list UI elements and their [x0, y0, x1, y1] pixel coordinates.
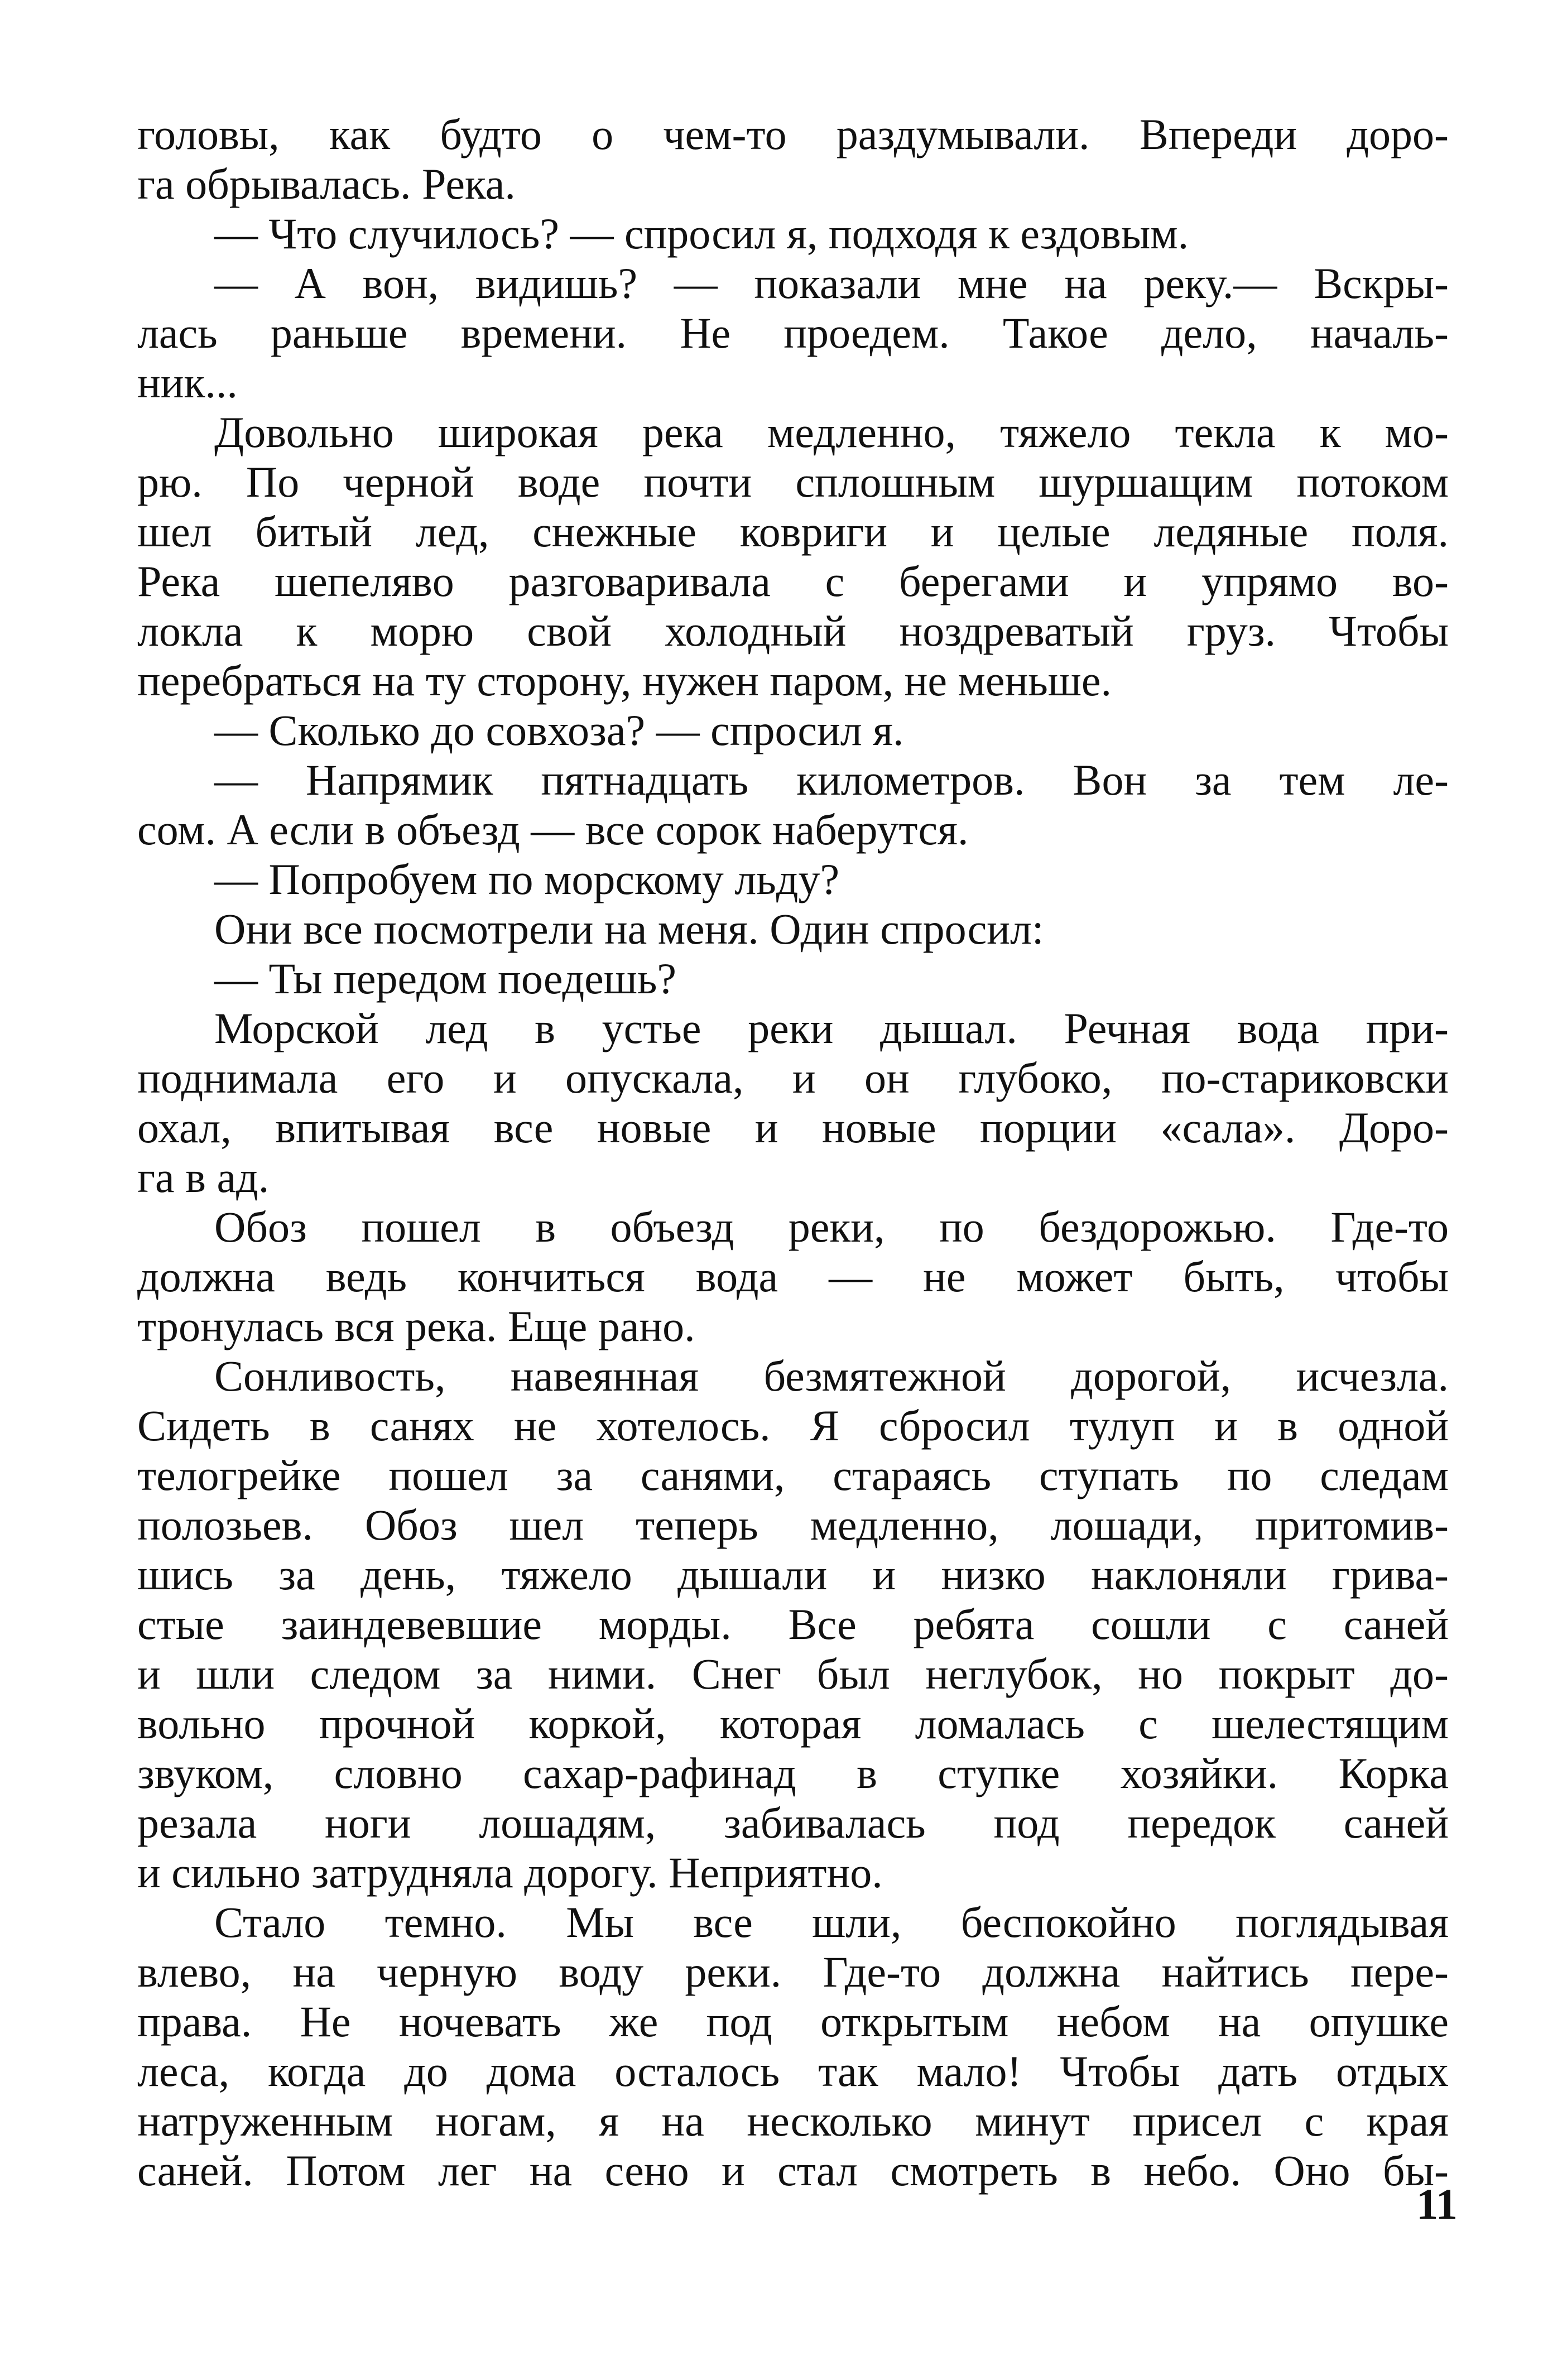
text-line: звуком, словно сахар-рафинад в ступке хозяйки. Корка	[137, 1749, 1449, 1797]
text-line: натруженным ногам, я на несколько минут присел с края	[137, 2097, 1449, 2145]
text-line: резала ноги лошадям, забивалась под передок саней	[137, 1799, 1449, 1847]
text-line: вольно прочной коркой, которая ломалась с шелестящим	[137, 1699, 1449, 1748]
text-line: права. Не ночевать же под открытым небом на опушке	[137, 1997, 1449, 2046]
text-line: рю. По черной воде почти сплошным шуршащим потоком	[137, 458, 1449, 506]
text-line: ник...	[137, 358, 238, 407]
text-line: локла к морю свой холодный ноздреватый груз. Чтобы	[137, 607, 1449, 655]
text-line: леса, когда до дома осталось так мало! Чтобы дать отдых	[137, 2047, 1449, 2095]
body-text	[137, 109, 1449, 2195]
text-line: — А вон, видишь? — показали мне на реку.— Вскры-	[214, 259, 1449, 307]
text-line: Они все посмотрели на меня. Один спросил:	[214, 905, 1044, 953]
text-line: Стало темно. Мы все шли, беспокойно поглядывая	[214, 1898, 1449, 1946]
text-line: влево, на черную воду реки. Где-то должна найтись пере-	[137, 1948, 1449, 1996]
text-line: Обоз пошел в объезд реки, по бездорожью. Где-то	[214, 1203, 1449, 1251]
page-number: 11	[1416, 2180, 1458, 2228]
text-line: га в ад.	[137, 1153, 270, 1201]
text-line: сом. А если в объезд — все сорок наберутся.	[137, 805, 969, 854]
text-line: телогрейке пошел за санями, стараясь ступать по следам	[137, 1451, 1449, 1499]
text-line: шись за день, тяжело дышали и низко наклоняли грива-	[137, 1550, 1449, 1599]
text-line: Река шепелявo разговаривала с берегами и упрямо во-	[137, 557, 1449, 605]
text-line: га обрывалась. Река.	[137, 160, 516, 208]
text-line: — Попробуем по морскому льду?	[214, 855, 840, 903]
text-line: Сидеть в санях не хотелось. Я сбросил тулуп и в одной	[137, 1401, 1449, 1450]
text-line: — Напрямик пятнадцать километров. Вон за тем ле-	[214, 756, 1449, 804]
text-line: — Сколько до совхоза? — спросил я.	[214, 706, 904, 754]
text-line: лась раньше времени. Не проедем. Такое дело, началь-	[137, 309, 1449, 357]
text-line: тронулась вся река. Еще рано.	[137, 1302, 695, 1350]
text-line: охал, впитывая все новые и новые порции «сала». Доро-	[137, 1103, 1449, 1152]
text-line: полозьев. Обоз шел теперь медленно, лошади, притомив-	[137, 1501, 1449, 1549]
text-line: — Что случилось? — спросил я, подходя к ездовым.	[214, 209, 1189, 258]
text-line: — Ты передом поедешь?	[214, 954, 677, 1003]
text-line: перебраться на ту сторону, нужен паром, не меньше.	[137, 656, 1112, 705]
text-line: и шли следом за ними. Снег был неглубок, но покрыт до-	[137, 1650, 1449, 1698]
text-line: саней. Потом лег на сено и стал смотреть в небо. Оно бы-	[137, 2146, 1449, 2195]
text-line: головы, как будто о чем-то раздумывали. Впереди доро-	[137, 110, 1449, 158]
text-line: Морской лед в устье реки дышал. Речная вода при-	[214, 1004, 1449, 1052]
text-line: поднимала его и опускала, и он глубоко, по-стариковски	[137, 1054, 1449, 1102]
text-line: стые заиндевевшие морды. Все ребята сошли с саней	[137, 1600, 1449, 1648]
text-line: должна ведь кончиться вода — не может быть, чтобы	[137, 1252, 1449, 1301]
text-line: Довольно широкая река медленно, тяжело текла к мо-	[214, 408, 1449, 456]
text-line: и сильно затрудняла дорогу. Неприятно.	[137, 1848, 883, 1897]
text-line: Сонливость, навеянная безмятежной дорогой, исчезла.	[214, 1352, 1449, 1400]
text-line: шел битый лед, снежные ковриги и целые ледяные поля.	[137, 507, 1449, 556]
